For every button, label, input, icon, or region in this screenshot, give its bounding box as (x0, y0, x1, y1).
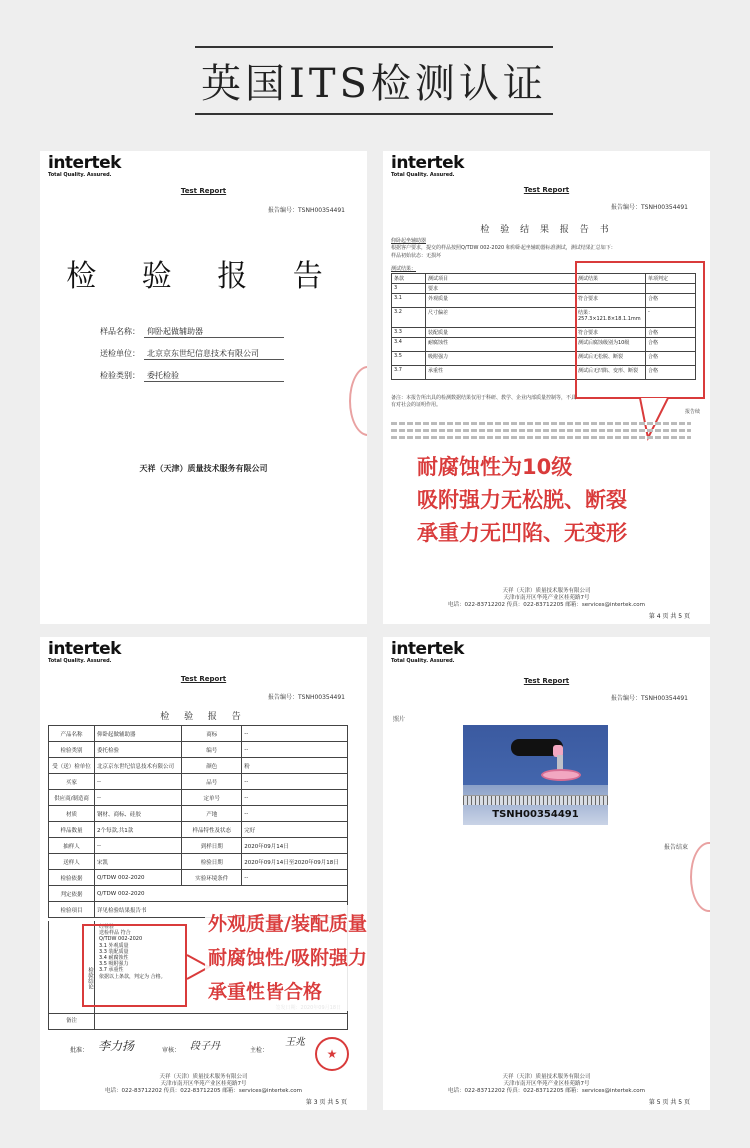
conclusion-line: 3.5 吸附强力 (99, 961, 129, 968)
cell: 合格 (646, 352, 696, 366)
photo-page (383, 637, 710, 1110)
cell: Q/TDW 002-2020 (95, 886, 348, 902)
table-row (49, 790, 348, 806)
cell: 3.2 (392, 308, 426, 328)
cell: - (646, 308, 696, 328)
conclusion-line: 3.4 耐腐蚀性 (99, 955, 129, 962)
cell: 样品数量 (49, 822, 95, 838)
table-row (49, 726, 348, 742)
product-photo (463, 725, 608, 825)
table-row (49, 838, 348, 854)
conclusion-line: 3.7 承重性 (99, 967, 124, 974)
field-label: 样品名称： (100, 327, 140, 336)
page-footer (40, 1074, 367, 1095)
col-item: 测试项目 (426, 274, 576, 284)
field-test-type (100, 370, 284, 382)
cell: 吸附强力 (426, 352, 576, 366)
cell: 合格 (646, 328, 696, 338)
intertek-logo: intertek (391, 153, 464, 173)
field-sample-name (100, 326, 284, 338)
test-results-page (383, 151, 710, 624)
page-number: 第 3 页 共 5 页 (305, 1099, 347, 1106)
conclusion-highlight-box (82, 924, 187, 1007)
cover-title: 检 验 报 告 (66, 259, 341, 294)
cell: -- (242, 790, 348, 806)
tester-label: 主检： (250, 1047, 269, 1054)
test-report-label: Test Report (523, 677, 570, 685)
field-value: 仰卧起做辅助器 (144, 326, 284, 338)
cell: 颜色 (182, 758, 242, 774)
field-label: 送检单位： (100, 349, 140, 358)
cell: Q/TDW 002-2020 (95, 870, 182, 886)
cell: 样品特性及状态 (182, 822, 242, 838)
reviewer-label: 审核： (162, 1047, 181, 1054)
table-row (49, 854, 348, 870)
cell: 实验环境条件 (182, 870, 242, 886)
logo-tagline: Total Quality. Assured. (391, 658, 455, 664)
cell: 买家 (49, 774, 95, 790)
header (0, 0, 750, 140)
cell: 宋凯 (95, 854, 182, 870)
intertek-logo: intertek (48, 639, 121, 659)
col-clause: 条款 (392, 274, 426, 284)
cell: 2020年09月14日 (242, 838, 348, 854)
page-number: 第 4 页 共 5 页 (648, 613, 690, 620)
test-report-label: Test Report (523, 186, 570, 194)
seal-stamp-edge (349, 366, 367, 436)
intertek-logo: intertek (391, 639, 464, 659)
cell: 检验项目 (49, 902, 95, 918)
results-label: 测试结果： (391, 266, 417, 272)
title-bottom-rule (195, 113, 553, 115)
cell: 3.4 (392, 338, 426, 352)
cell: 耐腐蚀性 (426, 338, 576, 352)
conclusion-line: 3.1 外观质量 (99, 942, 129, 949)
photo-sample-label: TSNH00354491 (492, 809, 579, 820)
inspection-table (48, 725, 348, 918)
inspection-summary-page (40, 637, 367, 1110)
report-cover-page (40, 151, 367, 624)
cell: -- (95, 790, 182, 806)
cell: 合格 (646, 294, 696, 308)
report-end: 报告结束 (663, 844, 688, 851)
cell: 合格 (646, 366, 696, 380)
cell: 抽样人 (49, 838, 95, 854)
footer-line: 电话：022-83712202 传真：022-83712205 邮箱：services@intertek.com (104, 1088, 303, 1094)
cell: 检验类别 (49, 742, 95, 758)
page-footer (383, 588, 710, 609)
cell: 2020年09月14日至2020年09月18日 (242, 854, 348, 870)
cell: -- (95, 838, 182, 854)
cell: 编号 (182, 742, 242, 758)
cell: 北京京东世纪信息技术有限公司 (95, 758, 182, 774)
fine-print (391, 436, 691, 439)
footer-line: 电话：022-83712202 传真：022-83712205 邮箱：services@intertek.com (447, 1088, 646, 1094)
cell: 供应商/制造商 (49, 790, 95, 806)
page-footer (383, 1074, 710, 1095)
table-row (49, 774, 348, 790)
cell: -- (242, 742, 348, 758)
cell: 合格 (646, 338, 696, 352)
report-continued: 报告续 (684, 409, 700, 415)
cell: 结果：257.3×121.8×18.1.1mm (576, 308, 646, 328)
cell: 品号 (182, 774, 242, 790)
seal-stamp-edge (690, 842, 710, 912)
cell: 受（送）检单位 (49, 758, 95, 774)
cell: 粉 (242, 758, 348, 774)
results-title: 检 验 结 果 报 告 书 (480, 225, 613, 235)
col-verdict: 单项判定 (646, 274, 696, 284)
reviewer-signature-icon: 段子丹 (190, 1041, 220, 1052)
tester-signature-icon: 王兆 (285, 1037, 305, 1048)
cell: 仰卧起做辅助器 (95, 726, 182, 742)
cell: 商标 (182, 726, 242, 742)
cell: 要求 (426, 284, 576, 294)
callout-load: 承重力无凹陷、无变形 (417, 521, 627, 545)
report-number: 报告编号：TSNH00354491 (610, 204, 688, 211)
field-value: 北京京东世纪信息技术有限公司 (144, 348, 284, 360)
summary-title: 检 验 报 告 (160, 712, 247, 722)
logo-tagline: Total Quality. Assured. (48, 172, 112, 178)
cell: -- (242, 726, 348, 742)
footer-line: 天祥（天津）质量技术服务有限公司 (502, 588, 591, 594)
approver-label: 批准： (70, 1047, 89, 1054)
cell: -- (95, 774, 182, 790)
field-label: 检验类别： (100, 371, 140, 380)
table-row (49, 822, 348, 838)
fine-print (391, 422, 691, 425)
intertek-logo: intertek (48, 153, 121, 173)
cell: 测试后腐蚀级别为10级 (576, 338, 646, 352)
cell: 3 (392, 284, 426, 294)
cell: 完好 (242, 822, 348, 838)
report-note: 备注：本报告所出具的检测数据结果仅用于科研、教学、企业内部质量控制等，不具有对社会的证明作用。 (391, 395, 577, 408)
cell: -- (242, 774, 348, 790)
footer-line: 天津市南开区华苑产业区桂苑路7号 (503, 595, 590, 601)
cell: 产品名称 (49, 726, 95, 742)
table-row (49, 758, 348, 774)
ruler-icon (463, 795, 608, 805)
cell: 2个每款,共1款 (95, 822, 182, 838)
cell: 符合要求 (576, 328, 646, 338)
photo-caption: 照片 (393, 716, 406, 723)
field-submitter (100, 348, 284, 360)
report-number: 报告编号：TSNH00354491 (610, 695, 688, 702)
cell: 产地 (182, 806, 242, 822)
cell: 装配质量 (426, 328, 576, 338)
title-top-rule (195, 46, 553, 48)
table-row (49, 742, 348, 758)
cell: 送样人 (49, 854, 95, 870)
approver-signature-icon: 李力扬 (98, 1039, 135, 1053)
table-row (49, 870, 348, 886)
remark-label: 备注 (49, 1014, 95, 1029)
callout-load: 承重性皆合格 (208, 981, 323, 1003)
field-value: 委托检验 (144, 370, 284, 382)
conclusion-line: Q/TDW 002-2020 (99, 936, 143, 943)
page-number: 第 5 页 共 5 页 (648, 1099, 690, 1106)
suction-base-icon (541, 769, 581, 781)
cell: 委托检验 (95, 742, 182, 758)
cell: 详见检验结果报告书 (95, 902, 348, 918)
cell: 尺寸偏差 (426, 308, 576, 328)
cell: 测试后无凹陷、变形、断裂 (576, 366, 646, 380)
fine-print (391, 429, 691, 432)
test-report-label: Test Report (180, 187, 227, 195)
logo-tagline: Total Quality. Assured. (391, 172, 455, 178)
cell: 定单号 (182, 790, 242, 806)
conclusion-label: 检验结论 (49, 921, 95, 1014)
cell: 3.3 (392, 328, 426, 338)
callout-corrosion: 耐腐蚀性/吸附强力 (208, 947, 367, 969)
col-result: 测试结果 (576, 274, 646, 284)
callout-corrosion: 耐腐蚀性为10级 (417, 455, 573, 479)
cell: 测试后无松脱、断裂 (576, 352, 646, 366)
cell: 钢材、商标、硅胶 (95, 806, 182, 822)
conclusion-line: 经检验 (99, 924, 115, 930)
callout-suction: 吸附强力无松脱、断裂 (417, 488, 627, 512)
cell: 到样日期 (182, 838, 242, 854)
conclusion-line: 3.3 装配质量 (99, 948, 129, 955)
footer-line: 天津市南开区华苑产业区桂苑路7号 (503, 1081, 590, 1087)
callout-appearance: 外观质量/装配质量 (208, 913, 367, 935)
footer-line: 天祥（天津）质量技术服务有限公司 (159, 1074, 248, 1080)
footer-line: 电话：022-83712202 传真：022-83712205 邮箱：services@intertek.com (447, 602, 646, 608)
cell: 外观质量 (426, 294, 576, 308)
cell: 3.5 (392, 352, 426, 366)
cell: 3.7 (392, 366, 426, 380)
footer-line: 天津市南开区华苑产业区桂苑路7号 (160, 1081, 247, 1087)
report-number: 报告编号：TSNH00354491 (267, 207, 345, 214)
cell: 3.1 (392, 294, 426, 308)
report-number: 报告编号：TSNH00354491 (267, 694, 345, 701)
intro-text: 根据客户要求，提交的样品按照Q/TDW 002-2020 和仰卧起坐辅助器标准测试，测试结果汇总如下： (391, 245, 616, 251)
company-name: 天祥（天津）质量技术服务有限公司 (139, 464, 268, 473)
remark-row (48, 1014, 348, 1030)
table-row (49, 806, 348, 822)
logo-tagline: Total Quality. Assured. (48, 658, 112, 664)
sample-line: 仰卧起坐辅助器 (391, 238, 427, 244)
official-seal-icon: ★ (315, 1037, 349, 1071)
initial-state: 样品初始状态：无损坏 (391, 253, 442, 259)
cell: 材质 (49, 806, 95, 822)
test-report-label: Test Report (180, 675, 227, 683)
cell: 符合要求 (576, 294, 646, 308)
cell: 判定依据 (49, 886, 95, 902)
page-title: 英国ITS检测认证 (201, 61, 547, 107)
table-row (49, 886, 348, 902)
cell: -- (242, 870, 348, 886)
cell: 承重性 (426, 366, 576, 380)
footer-line: 天祥（天津）质量技术服务有限公司 (502, 1074, 591, 1080)
cell: -- (242, 806, 348, 822)
conclusion-line: 依据以上条款，判定为 合格。 (99, 973, 166, 980)
result-highlight-box (575, 261, 705, 399)
cell: 检验日期 (182, 854, 242, 870)
cell: 检验依据 (49, 870, 95, 886)
conclusion-line: 送检样品 符合 (99, 930, 131, 937)
